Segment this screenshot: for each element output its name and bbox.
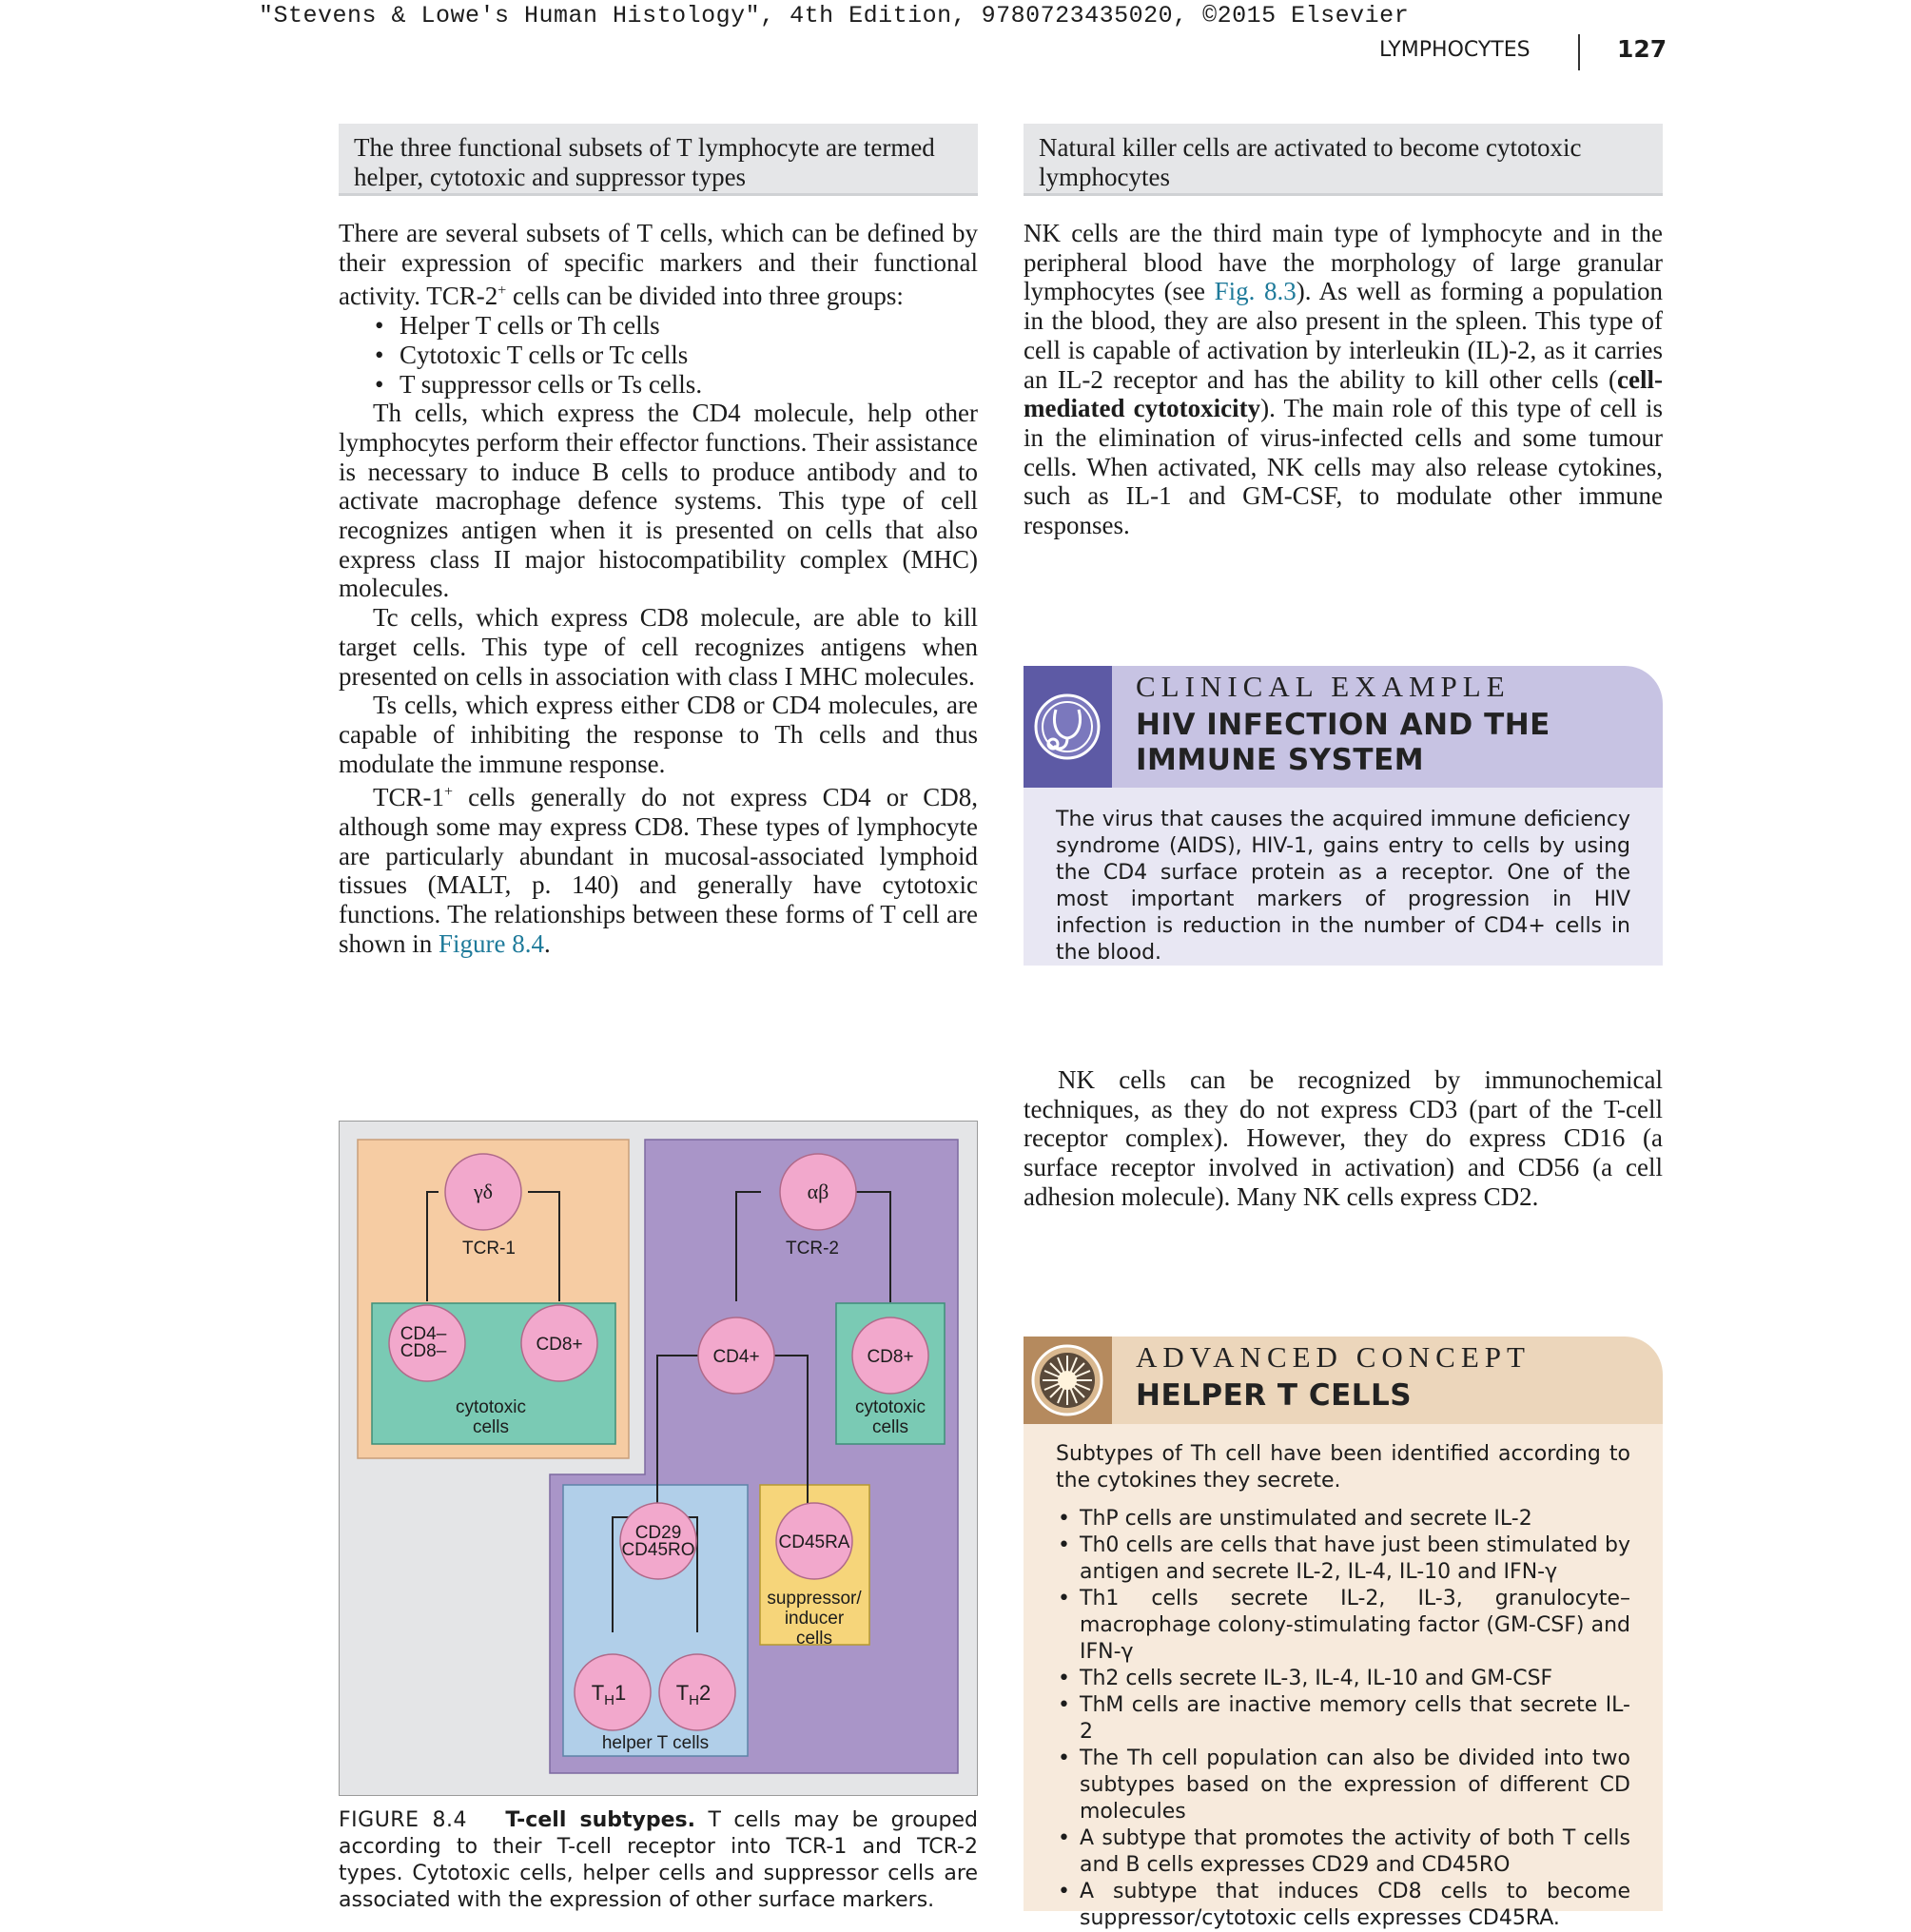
figure-caption [339,1807,978,1914]
paragraph-tcr1: TCR-1+ cells generally do not express CD4 or CD8, although some may express CD8. These types of lymphocyte are particularly abundant in mucosal-associated lymphoid tissues (MALT, p. 140) and generally have cytotoxic functions. The relationships between these forms of T cell are shown in Figure 8.4. [339,783,978,958]
label-cytotoxic-right: cytotoxic [855,1397,926,1417]
section-heading-t-subsets: The three functional subsets of T lymphocyte are termed helper, cytotoxic and suppressor types [339,124,978,196]
stethoscope-icon [1024,666,1112,788]
label-cytotoxic-left: cytotoxic [456,1397,526,1417]
list-item: • A subtype that induces CD8 cells to become suppressor/cytotoxic cells expresses CD45RA. [1056,1879,1630,1932]
label-th2: $T_H2$ [675,1681,712,1708]
figure-8-4-link[interactable]: Figure 8.4 [439,928,545,958]
figure-caption-text: T cells may be grouped according to their T-cell receptor into TCR-1 and TCR-2 types. Cytotoxic cells, helper cells and suppressor cells are associated with the expression of other surface markers. [339,1808,978,1912]
nk-markers-text [1024,1065,1663,1212]
section-heading-nk-cells: Natural killer cells are activated to become cytotoxic lymphocytes [1024,124,1663,196]
clinical-example-header [1024,666,1663,788]
list-item: • The Th cell population can also be divided into two subtypes based on the expression of different CD molecules [1056,1746,1630,1825]
list-item: • ThP cells are unstimulated and secrete IL-2 [1056,1506,1630,1532]
figure-title: T-cell subtypes. [505,1808,695,1832]
paragraph-nk-markers: NK cells can be recognized by immunochemical techniques, as they do not express CD3 (part of the T-cell receptor complex). However, they do express CD16 (a surface receptor involved in activation) and CD56 (a cell adhesion molecule). Many NK cells express CD2. [1024,1065,1663,1211]
t-cell-subtypes-diagram [339,1121,978,1796]
list-item: • Th0 cells are cells that have just been stimulated by antigen and secrete IL-2, IL-4, IL-10 and IFN-γ [1056,1532,1630,1586]
label-cd4-plus: CD4+ [712,1347,760,1367]
label-cd45ra: CD45RA [778,1532,850,1552]
paragraph-ts: Ts cells, which express either CD8 or CD4 molecules, are capable of inhibiting the response to Th cells and thus modulate the immune response. [339,691,978,778]
label-cd8-neg: CD8– [400,1341,447,1361]
list-item: • Th2 cells secrete IL-3, IL-4, IL-10 and GM-CSF [1056,1666,1630,1692]
header-divider [1578,34,1580,70]
box-kicker: CLINICAL EXAMPLE [1136,670,1511,703]
figure-8-3-link[interactable]: Fig. 8.3 [1214,277,1297,306]
list-item: • Th1 cells secrete IL-2, IL-3, granulocyte–macrophage colony-stimulating factor (GM-CSF) and IFN-γ [1056,1586,1630,1666]
advanced-intro: Subtypes of Th cell have been identified according to the cytokines they secrete. [1056,1442,1630,1493]
paragraph-th: Th cells, which express the CD4 molecule, help other lymphocytes perform their effector functions. Their assistance is necessary to induce B cells to produce antibody and to activate macrophage defence systems. This type of cell recognizes antigen when it is presented on cells that also express class II major histocompatibility complex (MHC) molecules. [339,399,978,603]
box-kicker: ADVANCED CONCEPT [1136,1340,1531,1374]
label-suppressor: suppressor/ [767,1589,862,1609]
label-gamma-delta: γδ [473,1180,494,1203]
list-item: • A subtype that promotes the activity of both T cells and B cells expresses CD29 and CD45RO [1056,1825,1630,1879]
figure-label: FIGURE 8.4 [339,1808,467,1832]
t-cell-groups-list [339,311,978,399]
clinical-example-body: The virus that causes the acquired immune deficiency syndrome (AIDS), HIV-1, gains entry to cells by using the CD4 surface protein as a receptor. One of the most important markers of progression in HIV infection is reduction in the number of CD4+ cells in the blood. [1024,788,1663,966]
label-inducer: inducer [784,1609,845,1629]
label-th1: $T_H1$ [591,1681,627,1708]
left-column-text [339,219,978,959]
box-title: HELPER T CELLS [1136,1378,1413,1413]
box-title: HIV INFECTION AND THE IMMUNE SYSTEM [1136,708,1550,777]
list-item: • T suppressor cells or Ts cells. [375,370,978,400]
helper-subtypes-list [1056,1506,1630,1932]
paragraph-intro: There are several subsets of T cells, which can be defined by their expression of specific markers and their functional activity. TCR-2+ cells can be divided into three groups: [339,219,978,311]
label-helper-t-cells: helper T cells [601,1733,710,1753]
list-item: • Cytotoxic T cells or Tc cells [375,341,978,370]
paragraph-nk: NK cells are the third main type of lymphocyte and in the peripheral blood have the morphology of large granular lymphocytes (see Fig. 8.3). As well as forming a population in the blood, they are also present in the spleen. This type of cell is capable of activation by interleukin (IL)-2, as it carries an IL-2 receptor and has the ability to kill other cells (cell-mediated cytotoxicity). The main role of this type of cell is in the elimination of virus-infected cells and some tumour cells. When activated, NK cells may also release cytokines, such as IL-1 and GM-CSF, to modulate other immune responses. [1024,219,1663,540]
label-tcr1: TCR-1 [462,1239,516,1259]
advanced-concept-body [1024,1424,1663,1930]
source-note: "Stevens & Lowe's Human Histology", 4th Edition, 9780723435020, ©2015 Elsevier [259,2,1410,29]
label-cells-right: cells [871,1417,909,1437]
label-cd45ro: CD45RO [621,1540,695,1560]
label-cd4-neg: CD4– [400,1324,447,1344]
list-item: • ThM cells are inactive memory cells that secrete IL-2 [1056,1692,1630,1746]
paragraph-tc: Tc cells, which express CD8 molecule, are able to kill target cells. This type of cell recognizes antigens when presented on cells in association with class I MHC molecules. [339,603,978,691]
list-item: • Helper T cells or Th cells [375,311,978,341]
label-suppressor-cells: cells [795,1629,833,1649]
label-tcr2: TCR-2 [786,1239,839,1259]
sunburst-icon [1024,1337,1112,1424]
label-cd8-right: CD8+ [867,1347,914,1367]
right-column-text [1024,219,1663,540]
label-alpha-beta: αβ [807,1180,829,1203]
label-cells-left: cells [472,1417,510,1437]
label-cd29: CD29 [634,1523,682,1543]
label-cd8-left: CD8+ [536,1335,583,1355]
running-head: LYMPHOCYTES [1379,38,1531,62]
page-number: 127 [1617,35,1667,63]
advanced-concept-header [1024,1337,1663,1424]
